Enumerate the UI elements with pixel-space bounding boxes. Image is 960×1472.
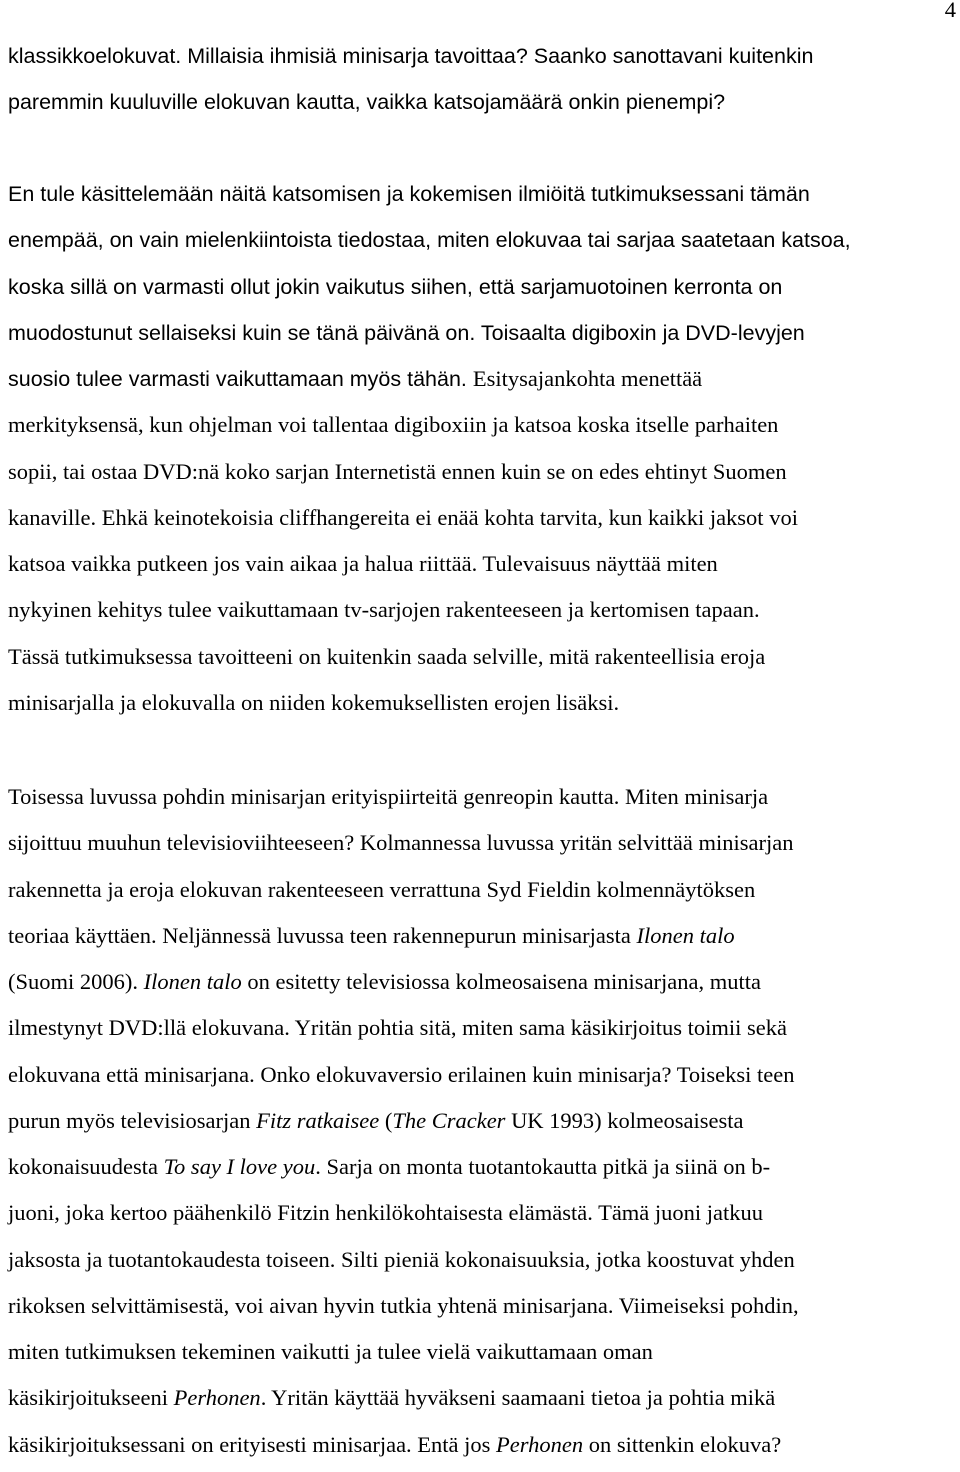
text-line <box>8 406 952 452</box>
paragraph-3 <box>8 778 952 1472</box>
text-run: Esitysajankohta menettää <box>472 366 703 391</box>
text-line <box>8 83 952 129</box>
text-run: on esitetty televisiossa kolmeosaisena minisarjana, mutta <box>241 969 762 994</box>
text-run: enempää, on vain mielenkiintoista tiedostaa, miten elokuvaa tai sarjaa saatetaan katsoa, <box>8 228 851 253</box>
text-line <box>8 917 952 963</box>
text-line <box>8 453 952 499</box>
text-line <box>8 1009 952 1055</box>
text-run: kokonaisuudesta <box>8 1154 164 1179</box>
text-run: ( <box>379 1107 393 1133</box>
text-run: paremmin kuuluville elokuvan kautta, vaikka katsojamäärä onkin pienempi? <box>8 90 726 115</box>
text-line <box>8 1379 952 1425</box>
text-run: koska sillä on varmasti ollut jokin vaikutus siihen, että sarjamuotoinen kerronta on <box>8 274 783 299</box>
text-line <box>8 314 952 360</box>
text-run: juoni, joka kertoo päähenkilö Fitzin henkilökohtaisesta elämästä. Tämä juoni jatkuu <box>8 1200 764 1226</box>
text-run: muodostunut sellaiseksi kuin se tänä päivänä on. <box>8 320 481 345</box>
italic-title-run: To say I love you <box>163 1154 316 1179</box>
text-run: käsikirjoituksessani on erityisesti minisarjaa. Entä jos <box>8 1431 497 1457</box>
text-run: Tässä tutkimuksessa tavoitteeni on kuitenkin saada selville, mitä rakenteellisia eroja <box>8 643 766 669</box>
text-line <box>8 37 952 83</box>
italic-title-run: The Cracker <box>392 1107 506 1133</box>
text-line <box>8 545 952 591</box>
page-number: 4 <box>944 0 956 22</box>
text-line <box>8 778 952 824</box>
text-run: Toisessa luvussa pohdin minisarjan erityispiirteitä genreopin kautta. Miten minisarja <box>8 784 769 809</box>
text-run: klassikkoelokuvat. Millaisia ihmisiä minisarja tavoittaa? Saanko sanottavani kuitenkin <box>8 44 814 68</box>
text-run: kanaville. Ehkä keinotekoisia cliffhangereita ei enää kohta tarvita, kun kaikki jaksot voi <box>8 504 798 530</box>
text-line <box>8 591 952 637</box>
text-line <box>8 963 952 1009</box>
text-line <box>8 871 952 917</box>
text-line <box>8 824 952 870</box>
text-line <box>8 221 952 267</box>
text-run: sijoittuu muuhun televisioviihteeseen? Kolmannessa luvussa yritän selvittää minisarjan <box>8 830 794 856</box>
italic-title-run: Perhonen <box>173 1385 261 1411</box>
text-line <box>8 1194 952 1240</box>
text-run: katsoa vaikka putkeen jos vain aikaa ja halua riittää. Tulevaisuus näyttää miten <box>8 551 718 576</box>
text-line <box>8 175 952 221</box>
text-run: (Suomi 2006). <box>8 969 144 994</box>
text-run: merkityksensä, kun ohjelman voi tallentaa digiboxiin ja katsoa koska itselle parhaiten <box>8 412 779 438</box>
text-run: . Sarja on monta tuotantokautta pitkä ja siinä on b- <box>315 1154 771 1179</box>
text-run: rikoksen selvittämisestä, voi aivan hyvin tutkia yhtenä minisarjana. Viimeiseksi pohdin, <box>8 1292 799 1318</box>
text-line <box>8 1333 952 1379</box>
paragraph-2 <box>8 175 952 730</box>
text-run: UK 1993) kolmeosaisesta <box>505 1107 744 1133</box>
italic-title-run: Ilonen talo <box>143 969 242 994</box>
text-run: purun myös televisiosarjan <box>8 1107 257 1133</box>
text-line <box>8 499 952 545</box>
text-run: suosio tulee varmasti vaikuttamaan myös tähän. <box>8 367 473 391</box>
text-run: minisarjalla ja elokuvalla on niiden kokemuksellisten erojen lisäksi. <box>8 689 620 715</box>
paragraph-1 <box>8 37 952 130</box>
text-run: ilmestynyt DVD:llä elokuvana. Yritän pohtia sitä, miten sama käsikirjoitus toimii sekä <box>8 1015 788 1041</box>
text-line <box>8 1056 952 1102</box>
text-line <box>8 268 952 314</box>
text-line <box>8 1102 952 1148</box>
text-line <box>8 638 952 684</box>
text-line <box>8 1241 952 1287</box>
text-line <box>8 684 952 730</box>
text-run: käsikirjoitukseeni <box>8 1385 174 1411</box>
italic-title-run: Ilonen talo <box>636 922 735 948</box>
text-run: nykyinen kehitys tulee vaikuttamaan tv-sarjojen rakenteeseen ja kertomisen tapaan. <box>8 597 760 623</box>
text-run: rakennetta ja eroja elokuvan rakenteeseen verrattuna Syd Fieldin kolmennäytöksen <box>8 876 756 902</box>
text-run: sopii, tai ostaa DVD:nä koko sarjan Internetistä ennen kuin se on edes ehtinyt Suomen <box>8 458 787 484</box>
text-run: on sittenkin elokuva? <box>583 1431 782 1457</box>
text-line <box>8 1426 952 1472</box>
text-run: Toisaalta digiboxin ja DVD-levyjen <box>480 320 805 345</box>
text-line <box>8 360 952 406</box>
text-run: jaksosta ja tuotantokaudesta toiseen. Silti pieniä kokonaisuuksia, jotka koostuvat yhden <box>8 1246 795 1272</box>
text-run: teoriaa käyttäen. Neljännessä luvussa teen rakennepurun minisarjasta <box>8 922 637 948</box>
text-run: miten tutkimuksen tekeminen vaikutti ja tulee vielä vaikuttamaan oman <box>8 1339 653 1364</box>
text-run: elokuvana että minisarjana. Onko elokuvaversio erilainen kuin minisarja? Toiseksi teen <box>8 1061 795 1087</box>
italic-title-run: Fitz ratkaisee <box>256 1107 380 1133</box>
text-run: En tule käsittelemään näitä katsomisen ja kokemisen ilmiöitä tutkimuksessani tämän <box>8 182 810 206</box>
text-line <box>8 1287 952 1333</box>
text-run: . Yritän käyttää hyväkseni saamaani tietoa ja pohtia mikä <box>260 1385 776 1411</box>
text-line <box>8 1148 952 1194</box>
italic-title-run: Perhonen <box>496 1431 584 1457</box>
